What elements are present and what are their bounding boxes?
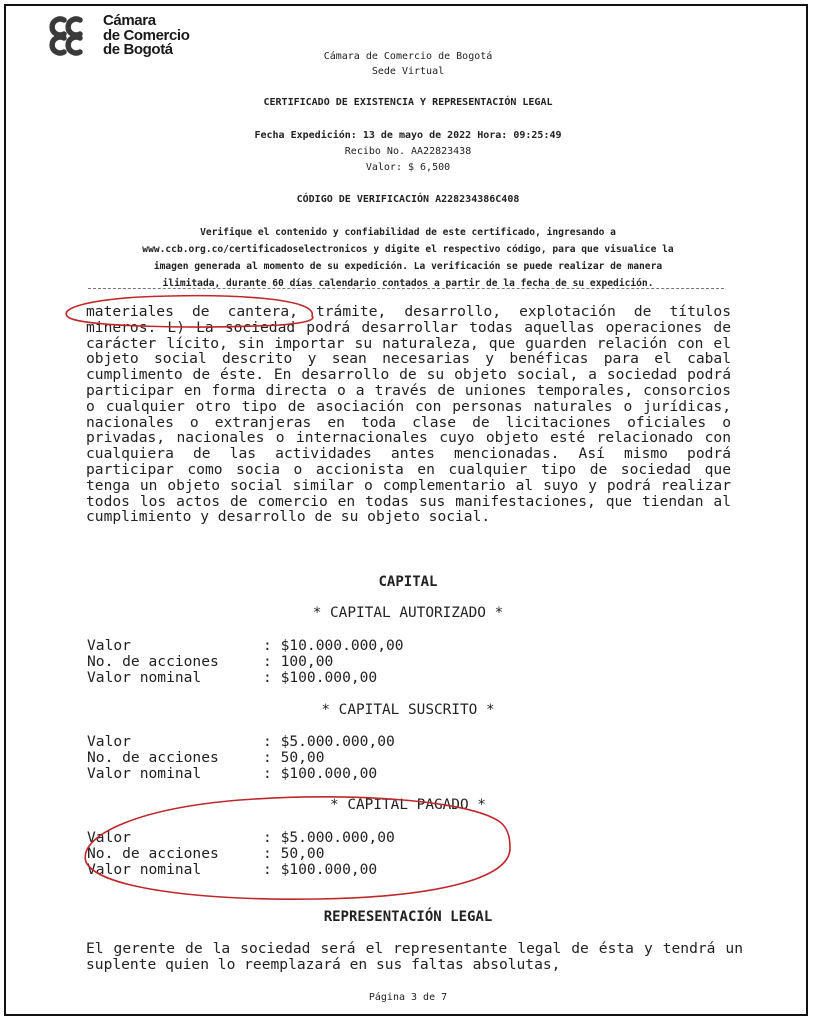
table-row: Valor nominal : $100.000,00: [87, 765, 378, 782]
issue-date-line: Fecha Expedición: 13 de mayo de 2022 Hora: 09:25:49: [254, 130, 562, 141]
receipt-number: Recibo No. AA22823438: [344, 146, 472, 157]
representacion-paragraph: El gerente de la sociedad será el representante legal de ésta y tendrá un suplente quien lo reemplazará en sus faltas absolutas,: [86, 940, 743, 973]
table-row: Valor : $5.000.000,00: [87, 829, 395, 846]
capital-pagado-table: [87, 830, 395, 878]
capital-pagado-title: * CAPITAL PAGADO *: [330, 797, 486, 813]
capital-autorizado-table: [87, 638, 404, 686]
ccb-logo-text: Cámara de Comercio de Bogotá: [103, 12, 190, 58]
capital-suscrito-table: [87, 734, 395, 782]
entity-name: Cámara de Comercio de Bogotá: [323, 51, 493, 62]
table-row: Valor nominal : $100.000,00: [87, 861, 378, 878]
object-social-paragraph: materiales de cantera, trámite, desarrollo, explotación de títulos mineros. L) La sociedad podrá desarrollar todas aquellas operaciones de carácter lícito, sin importar su naturaleza, que guarden relación con el objeto social descrito y sean necesarias y benéficas para el cabal cumplimento de éste. En desarrollo de su objeto social, a sociedad podrá participar en forma directa o a través de uniones temporales, consorcios o cualquier otro tipo de asociación con personas naturales o jurídicas, nacionales o extranjeras en toda clase de licitaciones oficiales o privadas, nacionales o internacionales cuyo objeto esté relacionado con cualquiera de las actividades antes mencionadas. Así mismo podrá participar como socia o accionista en cualquier tipo de sociedad que tenga un objeto social similar o complementario al suyo y podrá realizar todos los actos de comercio en todas sus manifestaciones, que tiendan al cumplimiento y desarrollo de su objeto social.: [86, 303, 731, 526]
verification-code: CÓDIGO DE VERIFICACIÓN A228234386C408: [296, 194, 520, 205]
verification-notice: Verifique el contenido y confiabilidad de este certificado, ingresando a www.ccb.org.co/certificadoselectronicos y digite el respectivo código, para que visualice la imagen generada al momento de su expedición. La verificación se puede realizar de manera ilimitada, durante 60 días calendario contados a partir de la fecha de su expedición.: [142, 227, 674, 289]
office-name: Sede Virtual: [371, 66, 445, 77]
table-row: No. de acciones : 50,00: [87, 749, 325, 766]
separator-line: [88, 288, 724, 289]
page-number: Página 3 de 7: [368, 992, 448, 1003]
capital-title: CAPITAL: [378, 574, 438, 590]
table-row: Valor : $10.000.000,00: [87, 637, 404, 654]
table-row: No. de acciones : 100,00: [87, 653, 334, 670]
capital-suscrito-title: * CAPITAL SUSCRITO *: [321, 702, 495, 718]
capital-autorizado-title: * CAPITAL AUTORIZADO *: [312, 605, 504, 621]
table-row: Valor nominal : $100.000,00: [87, 669, 378, 686]
fee-value: Valor: $ 6,500: [365, 162, 451, 173]
table-row: Valor : $5.000.000,00: [87, 733, 395, 750]
table-row: No. de acciones : 50,00: [87, 845, 325, 862]
representacion-title: REPRESENTACIÓN LEGAL: [323, 909, 493, 925]
document-title: CERTIFICADO DE EXISTENCIA Y REPRESENTACIÓN LEGAL: [263, 97, 553, 108]
